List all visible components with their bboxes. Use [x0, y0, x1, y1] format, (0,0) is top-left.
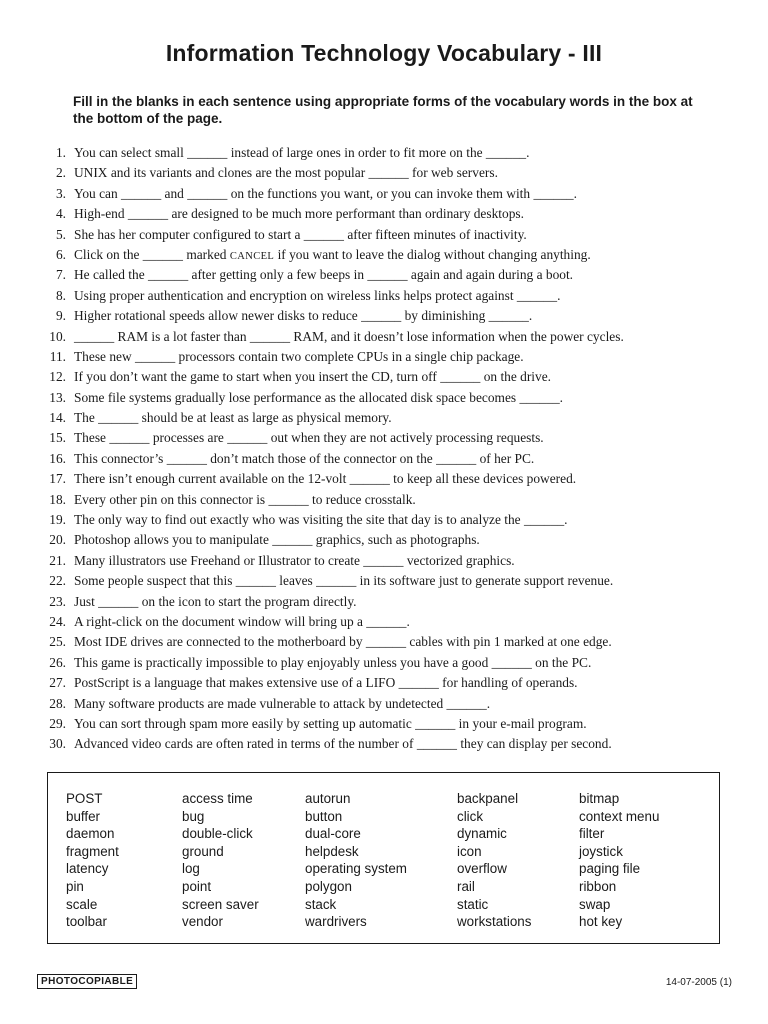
question-number: 3. [55, 185, 66, 201]
vocabulary-word: screen saver [182, 896, 259, 912]
question-item [0, 653, 768, 673]
question-item [0, 734, 768, 754]
question-number: 2. [55, 165, 66, 181]
vocabulary-word: POST [66, 791, 103, 806]
question-text: Many software products are made vulnerable to attack by undetected ______. [74, 695, 491, 711]
question-text: Advanced video cards are often rated in terms of the number of ______ they can display per second. [74, 736, 612, 752]
question-number: 14. [49, 410, 66, 426]
vocabulary-word: click [457, 808, 484, 824]
question-number: 9. [55, 308, 66, 324]
vocabulary-word: vendor [182, 914, 223, 930]
question-item [0, 714, 768, 734]
vocabulary-word: fragment [66, 843, 119, 859]
question-text: You can ______ and ______ on the functions you want, or you can invoke them with ______. [74, 185, 577, 201]
question-item [0, 510, 768, 530]
question-text: High-end ______ are designed to be much more performant than ordinary desktops. [74, 206, 524, 222]
vocabulary-word: hot key [579, 914, 623, 930]
question-number: 27. [49, 675, 66, 691]
vocabulary-word: button [305, 808, 343, 824]
question-text: You can sort through spam more easily by setting up automatic ______ in your e-mail program. [74, 715, 587, 731]
question-number: 25. [49, 634, 66, 650]
vocabulary-word: bug [182, 808, 205, 824]
vocabulary-word: dynamic [457, 826, 507, 842]
question-number: 5. [55, 226, 66, 242]
question-text: You can select small ______ instead of large ones in order to fit more on the ______. [74, 145, 530, 160]
question-number: 17. [49, 471, 66, 487]
question-number: 29. [49, 715, 66, 731]
question-text: These new ______ processors contain two complete CPUs in a single chip package. [74, 348, 524, 364]
question-number: 26. [49, 654, 66, 670]
vocabulary-word: workstations [457, 914, 532, 930]
question-item [0, 184, 768, 204]
vocabulary-box [47, 772, 720, 944]
question-text: He called the ______ after getting only a few beeps in ______ again and again during a boot. [74, 267, 574, 283]
question-number: 28. [49, 695, 66, 711]
vocabulary-word: point [182, 878, 212, 894]
vocabulary-word: joystick [579, 843, 623, 859]
question-item [0, 469, 768, 489]
question-number: 8. [55, 287, 66, 303]
vocabulary-word: static [457, 896, 489, 912]
question-text: Some people suspect that this ______ leaves ______ in its software just to generate support revenue. [74, 573, 614, 589]
question-number: 20. [49, 532, 66, 548]
vocabulary-word: buffer [66, 808, 100, 824]
question-item [0, 592, 768, 612]
question-item [0, 490, 768, 510]
question-item [0, 428, 768, 448]
question-item [0, 286, 768, 306]
vocabulary-word: double-click [182, 826, 253, 842]
question-number: 15. [49, 430, 66, 446]
question-text: She has her computer configured to start a ______ after fifteen minutes of inactivity. [74, 226, 527, 242]
question-number: 19. [49, 512, 66, 528]
photocopiable-badge: PHOTOCOPIABLE [37, 974, 137, 989]
vocabulary-word: bitmap [579, 791, 620, 806]
vocabulary-word: autorun [305, 791, 351, 806]
question-text: The only way to find out exactly who was visiting the site that day is to analyze the ______. [74, 512, 568, 528]
question-number: 18. [49, 491, 66, 507]
vocabulary-word: context menu [579, 808, 660, 824]
question-number: 1. [55, 145, 66, 160]
question-text: UNIX and its variants and clones are the most popular ______ for web servers. [74, 165, 498, 181]
question-text: Some file systems gradually lose performance as the allocated disk space becomes ______. [74, 389, 563, 405]
question-text: This connector’s ______ don’t match those of the connector on the ______ of her PC. [74, 450, 535, 466]
question-item [0, 632, 768, 652]
question-number: 16. [49, 450, 66, 466]
vocabulary-word: icon [457, 843, 482, 859]
question-text: Most IDE drives are connected to the motherboard by ______ cables with pin 1 marked at one edge. [74, 634, 612, 650]
question-text: These ______ processes are ______ out when they are not actively processing requests. [74, 430, 544, 446]
question-item [0, 306, 768, 326]
question-number: 6. [55, 246, 66, 262]
vocabulary-word: paging file [579, 861, 641, 877]
question-item [0, 204, 768, 224]
question-text: There isn’t enough current available on the 12-volt ______ to keep all these devices powered. [74, 471, 577, 487]
question-text: ______ RAM is a lot faster than ______ RAM, and it doesn’t lose information when the power cycles. [74, 328, 624, 344]
question-item [0, 530, 768, 550]
vocabulary-word: scale [66, 896, 98, 912]
vocabulary-word: dual-core [305, 826, 361, 842]
vocabulary-word: wardrivers [305, 914, 367, 930]
vocabulary-word: operating system [305, 861, 407, 877]
question-text: PostScript is a language that makes extensive use of a LIFO ______ for handling of operands. [74, 675, 578, 691]
question-number: 23. [49, 593, 66, 609]
question-number: 13. [49, 389, 66, 405]
vocabulary-word: polygon [305, 878, 352, 894]
question-item [0, 612, 768, 632]
vocabulary-word: log [182, 861, 200, 877]
vocabulary-word: backpanel [457, 791, 519, 806]
question-item [0, 388, 768, 408]
vocabulary-grid [66, 790, 699, 931]
question-text: Many illustrators use Freehand or Illustrator to create ______ vectorized graphics. [74, 552, 515, 568]
question-item [0, 408, 768, 428]
footer-code: 14-07-2005 (1) [665, 977, 732, 988]
question-text: This game is practically impossible to play enjoyably unless you have a good ______ on the PC. [74, 654, 592, 670]
vocabulary-word: swap [579, 896, 611, 912]
page-title: Information Technology Vocabulary - III [165, 40, 603, 66]
question-text: Click on the ______ marked CANCEL if you want to leave the dialog without changing anything. [74, 246, 591, 262]
question-item [0, 265, 768, 285]
question-list [0, 143, 768, 755]
vocabulary-word: stack [305, 896, 337, 912]
question-number: 21. [49, 552, 66, 568]
instructions: Fill in the blanks in each sentence using appropriate forms of the vocabulary words in the box at the bottom of the page. [73, 94, 693, 126]
vocabulary-word: filter [579, 826, 605, 842]
vocabulary-word: overflow [457, 861, 507, 877]
question-item [0, 327, 768, 347]
question-text: Higher rotational speeds allow newer disks to reduce ______ by diminishing ______. [74, 308, 533, 324]
question-number: 4. [55, 206, 66, 222]
question-number: 7. [55, 267, 66, 283]
vocabulary-word: latency [66, 861, 109, 877]
question-item [0, 673, 768, 693]
question-text: Photoshop allows you to manipulate ______ graphics, such as photographs. [74, 532, 480, 548]
question-text: The ______ should be at least as large as physical memory. [74, 410, 392, 426]
question-number: 10. [49, 328, 66, 344]
question-item [0, 143, 768, 163]
question-text: Every other pin on this connector is ______ to reduce crosstalk. [74, 491, 416, 507]
question-number: 24. [49, 613, 66, 629]
vocabulary-word: rail [457, 878, 475, 894]
question-item [0, 245, 768, 265]
vocabulary-word: access time [182, 791, 253, 806]
question-item [0, 225, 768, 245]
question-item [0, 694, 768, 714]
vocabulary-word: toolbar [66, 914, 107, 930]
vocabulary-word: pin [66, 878, 84, 894]
question-number: 30. [49, 736, 66, 752]
question-item [0, 347, 768, 367]
question-text: Using proper authentication and encryption on wireless links helps protect against ______. [74, 287, 561, 303]
question-item [0, 571, 768, 591]
question-number: 12. [49, 369, 66, 385]
question-item [0, 163, 768, 183]
question-text: A right-click on the document window will bring up a ______. [74, 613, 410, 629]
question-item [0, 551, 768, 571]
question-text: Just ______ on the icon to start the program directly. [74, 593, 357, 609]
question-item [0, 449, 768, 469]
vocabulary-word: daemon [66, 826, 115, 842]
vocabulary-word: ribbon [579, 878, 617, 894]
vocabulary-word: ground [182, 843, 224, 859]
question-number: 22. [49, 573, 66, 589]
question-number: 11. [49, 348, 66, 364]
question-text: If you don’t want the game to start when you insert the CD, turn off ______ on the drive. [74, 369, 552, 385]
vocabulary-word: helpdesk [305, 843, 359, 859]
question-item [0, 367, 768, 387]
